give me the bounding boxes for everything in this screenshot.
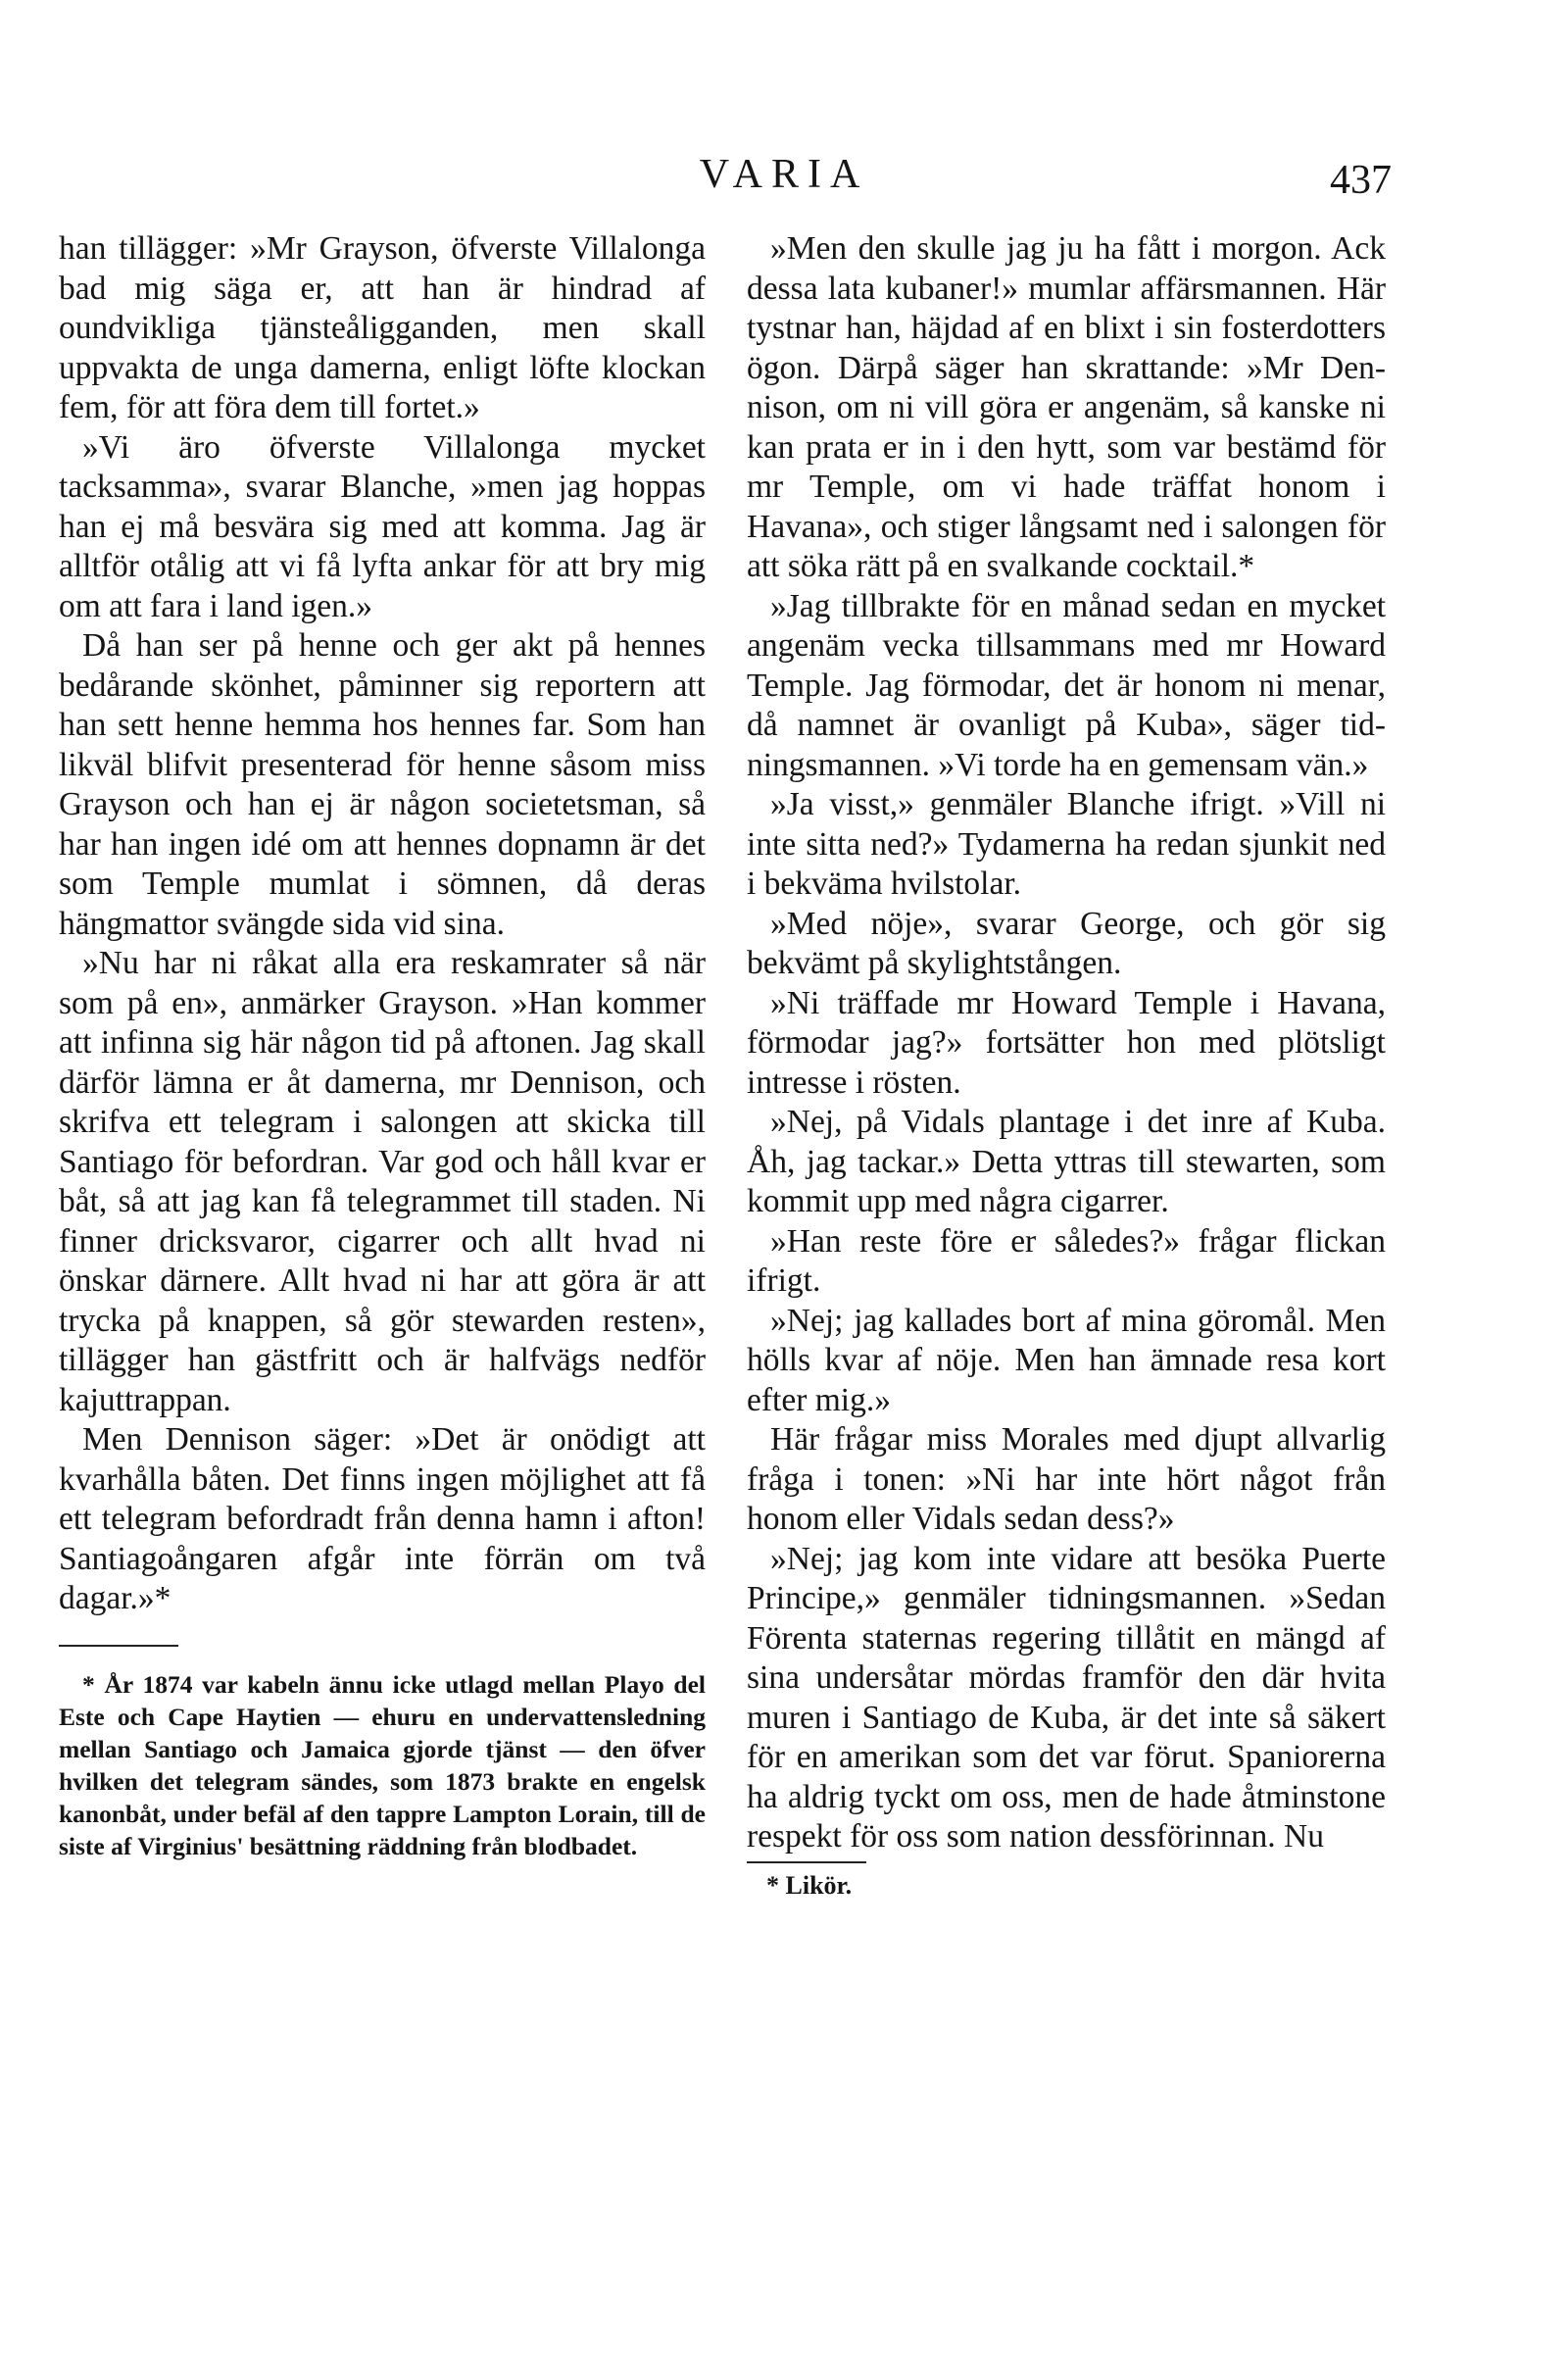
right-column xyxy=(747,229,1386,1903)
paragraph: »Han reste före er således?» frågar flickan ifrigt. xyxy=(747,1222,1386,1299)
paragraph: »Jag tillbrakte för en månad sedan en mycket angenäm vecka tillsammans med mr Howard Temple. Jag förmodar, det är honom ni menar, då namnet är ovanligt på Kuba», säger tidningsmannen. »Vi torde ha en gemensam vän.» xyxy=(747,587,1386,783)
running-title: VARIA xyxy=(699,152,869,197)
paragraph: »Ni träffade mr Howard Temple i Havana, förmodar jag?» fortsätter hon med plötsligt intresse i rösten. xyxy=(747,984,1386,1101)
paragraph: »Men den skulle jag ju ha fått i morgon. Ack dessa lata kubaner!» mumlar affärsmannen. Här tystnar han, häjdad af en blixt i sin fosterdotters ögon. Därpå säger han skrattande: »Mr Dennison, om ni vill göra er angenäm, så kanske ni kan prata er in i den hytt, som var bestämd för mr Temple, om vi hade träffat honom i Havana», och stiger långsamt ned i salongen för att söka rätt på en svalkande cocktail.* xyxy=(747,230,1386,584)
paragraph: »Nej; jag kallades bort af mina göromål. Men hölls kvar af nöje. Men han ämnade resa kort efter mig.» xyxy=(747,1302,1386,1418)
paragraph: »Nu har ni råkat alla era reskamrater så när som på en», anmärker Grayson. »Han kommer att infinna sig här någon tid på aftonen. Jag skall därför lämna er åt damerna, mr Dennison, och skrifva ett telegram i salongen att skicka till Santiago för befordran. Var god och håll kvar er båt, så att jag kan få telegrammet till staden. Ni finner dricksvaror, cigarrer och allt hvad ni önskar därnere. Allt hvad ni har att göra är att trycka på knappen, så gör stewarden resten», tillägger han gästfritt och är halfvägs nedför kajuttrappan. xyxy=(59,945,706,1418)
footnote-text: * År 1874 var kabeln ännu icke utlagd mellan Playo del Este och Cape Haytien — ehuru en undervattensledning mellan Santiago och Jamaica gjorde tjänst — den öfver hvilken det telegram sändes, som 1873 brakte en engelsk kanonbåt, under befäl af den tappre Lampton Lorain, till de siste af Virginius' besättning räddning från blodbadet. xyxy=(59,1669,706,1860)
page-number: 437 xyxy=(1330,158,1392,203)
paragraph: han tillägger: »Mr Grayson, öfverste Villalonga bad mig säga er, att han är hindrad af oundvikliga tjänsteåligganden, men skall uppvakta de unga damerna, enligt löfte klockan fem, för att föra dem till fortet.» xyxy=(59,230,706,425)
paragraph: »Nej; jag kom inte vidare att besöka Puerte Principe,» genmäler tidningsmannen. »Sedan Förenta staternas regering tillåtit en mängd af sina undersåtar mördas framför den där hvita muren i Santiago de Kuba, är det inte så säkert för en amerikan som det var förut. Spaniorerna ha aldrig tyckt om oss, men de hade åtminstone respekt för oss som nation dessförinnan. Nu xyxy=(747,1540,1386,1855)
paragraph: »Nej, på Vidals plantage i det inre af Kuba. Åh, jag tackar.» Detta yttras till stewarten, som kommit upp med några cigarrer. xyxy=(747,1104,1386,1219)
paragraph: »Ja visst,» genmäler Blanche ifrigt. »Vill ni inte sitta ned?» Tydamerna ha redan sjunkit ned i bekväma hvilstolar. xyxy=(747,786,1386,902)
paragraph: Men Dennison säger: »Det är onödigt att kvarhålla båten. Det finns ingen möjlighet att få ett telegram befordradt från denna hamn i afton! Santiagoångaren afgår inte förrän om två dagar.»* xyxy=(59,1421,706,1616)
running-head xyxy=(0,145,1568,204)
footnote-text: * Likör. xyxy=(766,1870,853,1900)
paragraph: Här frågar miss Morales med djupt allvarlig fråga i tonen: »Ni har inte hört något från honom eller Vidals sedan dess?» xyxy=(747,1421,1386,1537)
left-column xyxy=(59,229,706,1862)
footnote-divider xyxy=(59,1645,178,1647)
paragraph: »Med nöje», svarar George, och gör sig bekvämt på skylightstången. xyxy=(747,905,1386,981)
footnote xyxy=(59,1668,706,1862)
paragraph: Då han ser på henne och ger akt på hennes bedårande skönhet, påminner sig reportern att han sett henne hemma hos hennes far. Som han likväl blifvit presenterad för henne såsom miss Grayson och han ej är någon societetsman, så har han ingen idé om att hennes dopnamn är det som Temple mumlat i sömnen, då deras hängmattor svängde sida vid sina. xyxy=(59,627,706,942)
footnote-divider xyxy=(747,1861,866,1863)
paragraph: »Vi äro öfverste Villalonga mycket tacksamma», svarar Blanche, »men jag hoppas han ej må besvära sig med att komma. Jag är alltför otålig att vi få lyfta ankar för att bry mig om att fara i land igen.» xyxy=(59,428,706,624)
